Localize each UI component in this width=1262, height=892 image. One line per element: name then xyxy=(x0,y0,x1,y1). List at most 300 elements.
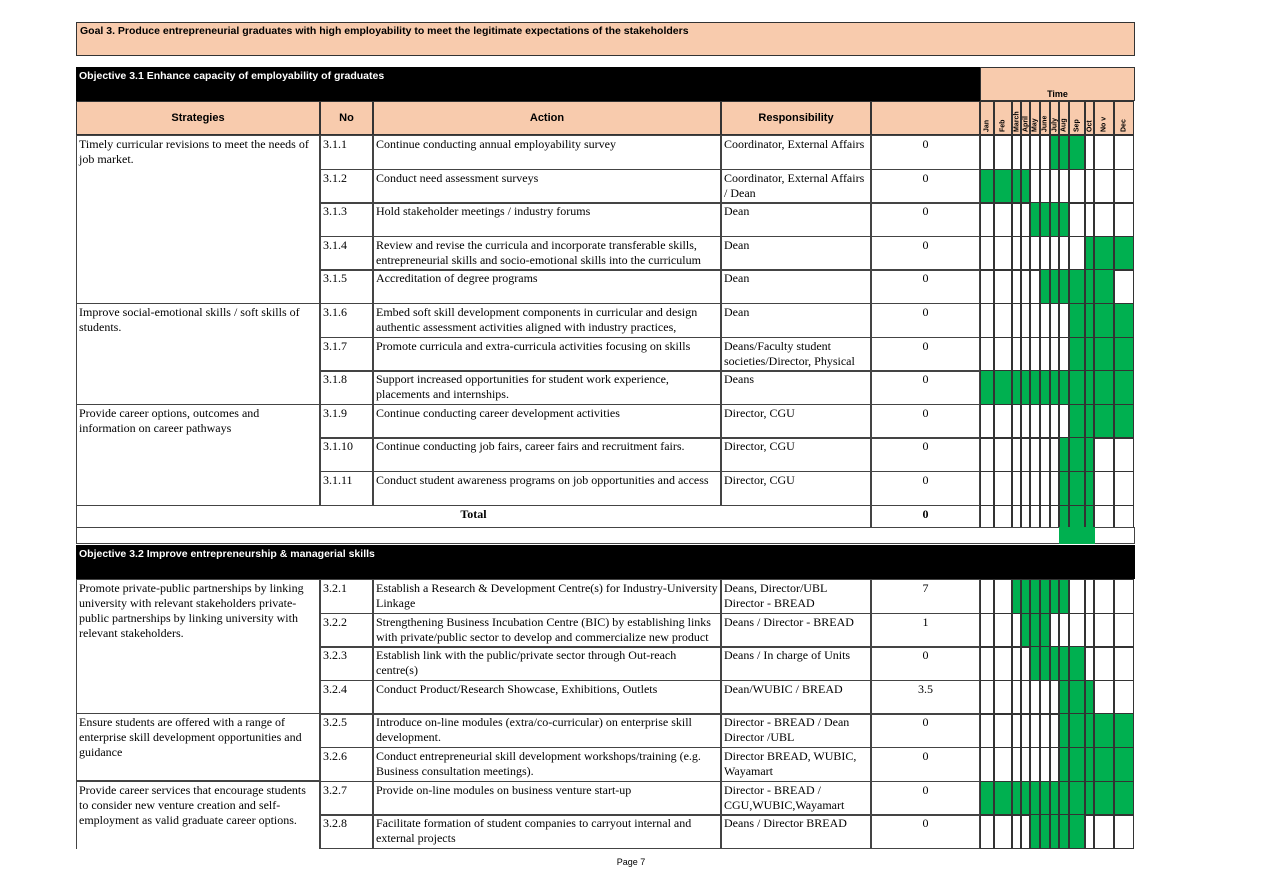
gantt-month-cell xyxy=(980,646,994,681)
gantt-month-cell xyxy=(1094,236,1114,271)
gantt-month-cell xyxy=(1094,269,1114,304)
gantt-month-cell xyxy=(1030,713,1040,748)
gantt-month-cell xyxy=(1021,135,1030,170)
gantt-month-cell xyxy=(1059,337,1069,372)
row-number: 3.1.6 xyxy=(320,303,373,338)
row-value: 0 xyxy=(871,713,980,748)
row-number: 3.2.6 xyxy=(320,747,373,782)
total-month-cell xyxy=(1040,505,1050,528)
gantt-month-cell xyxy=(1012,471,1021,506)
month-header xyxy=(1059,101,1069,135)
gantt-month-cell xyxy=(1040,781,1050,816)
gantt-month-cell xyxy=(1040,135,1050,170)
gantt-month-cell xyxy=(1085,337,1094,372)
row-value: 0 xyxy=(871,236,980,271)
objective-3-1-banner: Objective 3.1 Enhance capacity of employability of graduates xyxy=(76,67,980,101)
total-month-cell xyxy=(1059,505,1069,528)
gantt-month-cell xyxy=(1059,269,1069,304)
gantt-month-cell xyxy=(1114,269,1134,304)
gantt-month-cell xyxy=(1030,579,1040,614)
gantt-month-cell xyxy=(1050,713,1059,748)
total-month-cell xyxy=(1030,505,1040,528)
month-header xyxy=(1030,101,1040,135)
gantt-month-cell xyxy=(994,269,1012,304)
row-value: 0 xyxy=(871,437,980,472)
gantt-month-cell xyxy=(1085,781,1094,816)
gantt-month-cell xyxy=(1114,814,1134,849)
gantt-month-cell xyxy=(1030,202,1040,237)
gantt-month-cell xyxy=(1094,404,1114,439)
gantt-month-cell xyxy=(1050,579,1059,614)
row-value: 3.5 xyxy=(871,680,980,715)
gantt-month-cell xyxy=(1094,579,1114,614)
row-responsibility: Coordinator, External Affairs / Dean xyxy=(721,169,871,204)
gantt-month-cell xyxy=(1040,337,1050,372)
gantt-month-cell xyxy=(1012,202,1021,237)
gantt-month-cell xyxy=(1040,471,1050,506)
month-header xyxy=(1050,101,1059,135)
gantt-month-cell xyxy=(1012,437,1021,472)
gantt-month-cell xyxy=(1021,370,1030,405)
gantt-month-cell xyxy=(1021,613,1030,648)
month-label: Oct xyxy=(1086,120,1093,132)
gantt-month-cell xyxy=(1012,613,1021,648)
gantt-month-cell xyxy=(994,303,1012,338)
gantt-month-cell xyxy=(980,236,994,271)
gantt-month-cell xyxy=(1085,814,1094,849)
gantt-month-cell xyxy=(1050,370,1059,405)
row-action: Accreditation of degree programs xyxy=(373,269,721,304)
gantt-month-cell xyxy=(1040,236,1050,271)
gantt-month-cell xyxy=(1040,814,1050,849)
row-responsibility: Deans / Director - BREAD xyxy=(721,613,871,648)
gantt-month-cell xyxy=(980,404,994,439)
gantt-month-cell xyxy=(1085,680,1094,715)
gantt-month-cell xyxy=(1069,169,1085,204)
gantt-month-cell xyxy=(1069,781,1085,816)
gantt-month-cell xyxy=(980,579,994,614)
row-number: 3.2.1 xyxy=(320,579,373,614)
row-responsibility: Director - BREAD / CGU,WUBIC,Wayamart xyxy=(721,781,871,816)
gantt-month-cell xyxy=(1094,613,1114,648)
gantt-month-cell xyxy=(1059,646,1069,681)
month-label: Feb xyxy=(999,119,1007,132)
month-label: May xyxy=(1031,118,1039,132)
gantt-month-cell xyxy=(1021,680,1030,715)
gantt-month-cell xyxy=(1030,404,1040,439)
row-value: 0 xyxy=(871,814,980,849)
total-month-cell xyxy=(1021,505,1030,528)
gantt-month-cell xyxy=(1012,135,1021,170)
gantt-month-cell xyxy=(1114,781,1134,816)
gantt-month-cell xyxy=(1050,680,1059,715)
gantt-month-cell xyxy=(1021,814,1030,849)
total-month-cell xyxy=(1094,505,1114,528)
gantt-month-cell xyxy=(994,370,1012,405)
gantt-month-cell xyxy=(1050,202,1059,237)
gantt-month-cell xyxy=(1050,781,1059,816)
row-value: 0 xyxy=(871,169,980,204)
gantt-month-cell xyxy=(1085,236,1094,271)
gantt-month-cell xyxy=(1012,781,1021,816)
gantt-month-cell xyxy=(1050,337,1059,372)
row-value: 0 xyxy=(871,404,980,439)
gantt-month-cell xyxy=(1040,646,1050,681)
gantt-month-cell xyxy=(1114,747,1134,782)
row-action: Conduct entrepreneurial skill development workshops/training (e.g. Business consultation meetings). xyxy=(373,747,721,782)
row-value: 0 xyxy=(871,370,980,405)
gantt-month-cell xyxy=(1050,269,1059,304)
row-number: 3.1.9 xyxy=(320,404,373,439)
row-responsibility: Deans / Director BREAD xyxy=(721,814,871,849)
gantt-month-cell xyxy=(1094,646,1114,681)
strategy-cell: Promote private-public partnerships by linking university with relevant stakeholders private-public partnerships by linking university with relevant stakeholders. xyxy=(76,579,320,714)
gantt-month-cell xyxy=(1059,713,1069,748)
gantt-month-cell xyxy=(1085,646,1094,681)
gantt-month-cell xyxy=(1021,713,1030,748)
gantt-month-cell xyxy=(1050,236,1059,271)
gantt-month-cell xyxy=(1030,236,1040,271)
gantt-month-cell xyxy=(1050,135,1059,170)
gantt-month-cell xyxy=(1021,437,1030,472)
gantt-month-cell xyxy=(1030,613,1040,648)
gantt-month-cell xyxy=(994,747,1012,782)
gantt-month-cell xyxy=(1030,437,1040,472)
gantt-month-cell xyxy=(1050,169,1059,204)
gantt-month-cell xyxy=(1114,680,1134,715)
gantt-month-cell xyxy=(1059,135,1069,170)
gantt-month-cell xyxy=(1085,303,1094,338)
gantt-month-cell xyxy=(1040,303,1050,338)
gantt-month-cell xyxy=(1059,781,1069,816)
gantt-month-cell xyxy=(1021,579,1030,614)
gantt-month-cell xyxy=(1021,471,1030,506)
strategy-cell: Provide career options, outcomes and information on career pathways xyxy=(76,404,320,506)
gantt-month-cell xyxy=(1094,680,1114,715)
gantt-month-cell xyxy=(994,680,1012,715)
month-header xyxy=(1012,101,1021,135)
row-value: 7 xyxy=(871,579,980,614)
row-action: Support increased opportunities for student work experience, placements and internships. xyxy=(373,370,721,405)
gantt-month-cell xyxy=(980,613,994,648)
row-action: Strengthening Business Incubation Centre (BIC) by establishing links with private/public sector to develop and commercialize new product xyxy=(373,613,721,648)
gantt-month-cell xyxy=(1069,303,1085,338)
gantt-month-cell xyxy=(1012,169,1021,204)
row-value: 0 xyxy=(871,269,980,304)
gantt-month-cell xyxy=(1012,646,1021,681)
gantt-month-cell xyxy=(1021,169,1030,204)
gantt-month-cell xyxy=(1069,579,1085,614)
gantt-month-cell xyxy=(1094,437,1114,472)
gantt-month-cell xyxy=(1085,471,1094,506)
row-action: Conduct need assessment surveys xyxy=(373,169,721,204)
total-value: 0 xyxy=(871,505,980,528)
gantt-month-cell xyxy=(1069,613,1085,648)
objective-3-2-banner: Objective 3.2 Improve entrepreneurship & managerial skills xyxy=(76,545,1135,579)
row-number: 3.1.3 xyxy=(320,202,373,237)
gantt-month-cell xyxy=(994,337,1012,372)
gantt-month-cell xyxy=(1040,613,1050,648)
gantt-month-cell xyxy=(1030,646,1040,681)
gantt-month-cell xyxy=(1012,269,1021,304)
gantt-month-cell xyxy=(1094,747,1114,782)
row-value: 0 xyxy=(871,135,980,170)
row-number: 3.2.5 xyxy=(320,713,373,748)
gantt-month-cell xyxy=(1050,613,1059,648)
gantt-month-cell xyxy=(980,370,994,405)
gantt-month-cell xyxy=(1069,236,1085,271)
gantt-month-cell xyxy=(1085,404,1094,439)
row-responsibility: Deans/Faculty student societies/Director, Physical xyxy=(721,337,871,372)
gantt-month-cell xyxy=(1021,303,1030,338)
gantt-month-cell xyxy=(980,781,994,816)
blank-row-month-fill xyxy=(1085,527,1095,544)
row-action: Establish link with the public/private sector through Out-reach centre(s) xyxy=(373,646,721,681)
row-number: 3.2.8 xyxy=(320,814,373,849)
month-label: No v xyxy=(1100,116,1108,132)
gantt-month-cell xyxy=(1094,202,1114,237)
row-action: Review and revise the curricula and incorporate transferable skills, entrepreneurial skills and socio-emotional skills into the curriculum xyxy=(373,236,721,271)
month-label: March xyxy=(1013,111,1020,132)
month-header xyxy=(1114,101,1134,135)
gantt-month-cell xyxy=(994,781,1012,816)
gantt-month-cell xyxy=(1094,169,1114,204)
gantt-month-cell xyxy=(1069,437,1085,472)
gantt-month-cell xyxy=(1050,814,1059,849)
gantt-month-cell xyxy=(1012,303,1021,338)
total-month-cell xyxy=(1012,505,1021,528)
gantt-month-cell xyxy=(1094,303,1114,338)
gantt-month-cell xyxy=(1021,404,1030,439)
gantt-month-cell xyxy=(1114,713,1134,748)
gantt-month-cell xyxy=(994,236,1012,271)
gantt-month-cell xyxy=(1114,404,1134,439)
total-month-cell xyxy=(1114,505,1134,528)
row-number: 3.1.8 xyxy=(320,370,373,405)
gantt-month-cell xyxy=(1059,579,1069,614)
gantt-month-cell xyxy=(1012,404,1021,439)
gantt-month-cell xyxy=(1059,236,1069,271)
gantt-month-cell xyxy=(1094,337,1114,372)
gantt-month-cell xyxy=(1030,370,1040,405)
total-month-cell xyxy=(1050,505,1059,528)
gantt-month-cell xyxy=(994,814,1012,849)
month-header xyxy=(1021,101,1030,135)
gantt-month-cell xyxy=(980,337,994,372)
total-month-cell xyxy=(994,505,1012,528)
header-action: Action xyxy=(373,101,721,135)
strategy-cell: Provide career services that encourage students to consider new venture creation and self-employment as valid graduate career options. xyxy=(76,781,320,849)
gantt-month-cell xyxy=(1040,269,1050,304)
row-value: 0 xyxy=(871,646,980,681)
row-value: 0 xyxy=(871,202,980,237)
row-action: Embed soft skill development components in curricular and design authentic assessment activities aligned with industry practices, xyxy=(373,303,721,338)
gantt-month-cell xyxy=(1012,747,1021,782)
gantt-month-cell xyxy=(980,747,994,782)
gantt-month-cell xyxy=(1069,135,1085,170)
gantt-month-cell xyxy=(1040,370,1050,405)
gantt-month-cell xyxy=(1050,471,1059,506)
gantt-month-cell xyxy=(1040,680,1050,715)
month-header xyxy=(994,101,1012,135)
gantt-month-cell xyxy=(980,814,994,849)
gantt-month-cell xyxy=(1030,135,1040,170)
row-responsibility: Deans / In charge of Units xyxy=(721,646,871,681)
row-action: Continue conducting career development activities xyxy=(373,404,721,439)
gantt-month-cell xyxy=(1085,370,1094,405)
month-label: April xyxy=(1022,116,1029,132)
gantt-month-cell xyxy=(1021,202,1030,237)
row-number: 3.1.10 xyxy=(320,437,373,472)
gantt-month-cell xyxy=(1114,370,1134,405)
gantt-month-cell xyxy=(994,713,1012,748)
gantt-month-cell xyxy=(1030,169,1040,204)
total-month-cell xyxy=(1069,505,1085,528)
gantt-month-cell xyxy=(1059,613,1069,648)
row-action: Promote curricula and extra-curricula activities focusing on skills xyxy=(373,337,721,372)
header-responsibility: Responsibility xyxy=(721,101,871,135)
row-number: 3.1.7 xyxy=(320,337,373,372)
gantt-month-cell xyxy=(1040,169,1050,204)
gantt-month-cell xyxy=(1114,169,1134,204)
gantt-month-cell xyxy=(1114,646,1134,681)
gantt-month-cell xyxy=(1069,646,1085,681)
gantt-month-cell xyxy=(1059,404,1069,439)
gantt-month-cell xyxy=(980,713,994,748)
gantt-month-cell xyxy=(1085,269,1094,304)
row-action: Provide on-line modules on business venture start-up xyxy=(373,781,721,816)
gantt-month-cell xyxy=(1040,202,1050,237)
gantt-month-cell xyxy=(1114,135,1134,170)
row-number: 3.1.4 xyxy=(320,236,373,271)
gantt-month-cell xyxy=(1012,680,1021,715)
row-number: 3.1.5 xyxy=(320,269,373,304)
total-month-cell xyxy=(980,505,994,528)
row-number: 3.2.2 xyxy=(320,613,373,648)
month-label: Aug xyxy=(1060,118,1068,132)
time-label: Time xyxy=(1047,89,1068,99)
gantt-month-cell xyxy=(1085,713,1094,748)
gantt-month-cell xyxy=(1012,579,1021,614)
strategy-cell: Timely curricular revisions to meet the needs of job market. xyxy=(76,135,320,304)
row-number: 3.1.1 xyxy=(320,135,373,170)
blank-row xyxy=(76,527,1135,544)
month-header xyxy=(980,101,994,135)
row-value: 0 xyxy=(871,471,980,506)
month-header xyxy=(1069,101,1085,135)
row-action: Introduce on-line modules (extra/co-curricular) on enterprise skill development. xyxy=(373,713,721,748)
gantt-month-cell xyxy=(1094,713,1114,748)
gantt-month-cell xyxy=(1059,370,1069,405)
gantt-month-cell xyxy=(1012,814,1021,849)
row-responsibility: Director, CGU xyxy=(721,471,871,506)
gantt-month-cell xyxy=(1050,747,1059,782)
row-action: Continue conducting annual employability survey xyxy=(373,135,721,170)
header-value xyxy=(871,101,980,135)
row-value: 0 xyxy=(871,747,980,782)
row-responsibility: Dean xyxy=(721,303,871,338)
gantt-month-cell xyxy=(980,471,994,506)
gantt-month-cell xyxy=(1059,437,1069,472)
gantt-month-cell xyxy=(1059,303,1069,338)
gantt-month-cell xyxy=(1085,613,1094,648)
gantt-month-cell xyxy=(1069,747,1085,782)
header-strategies: Strategies xyxy=(76,101,320,135)
gantt-month-cell xyxy=(1040,747,1050,782)
gantt-month-cell xyxy=(1114,579,1134,614)
month-label: July xyxy=(1051,117,1058,132)
gantt-month-cell xyxy=(1094,781,1114,816)
row-responsibility: Director BREAD, WUBIC, Wayamart xyxy=(721,747,871,782)
gantt-month-cell xyxy=(994,471,1012,506)
gantt-month-cell xyxy=(1069,202,1085,237)
gantt-month-cell xyxy=(1085,135,1094,170)
month-label: Sep xyxy=(1073,119,1081,132)
gantt-month-cell xyxy=(994,169,1012,204)
gantt-month-cell xyxy=(1030,303,1040,338)
row-responsibility: Deans, Director/UBL Director - BREAD xyxy=(721,579,871,614)
row-responsibility: Deans xyxy=(721,370,871,405)
gantt-month-cell xyxy=(1050,437,1059,472)
page-number: Page 7 xyxy=(616,857,646,867)
gantt-month-cell xyxy=(1114,471,1134,506)
gantt-month-cell xyxy=(994,646,1012,681)
gantt-month-cell xyxy=(1114,613,1134,648)
gantt-month-cell xyxy=(980,303,994,338)
header-no: No xyxy=(320,101,373,135)
gantt-month-cell xyxy=(1012,337,1021,372)
gantt-month-cell xyxy=(1021,781,1030,816)
time-header xyxy=(980,67,1135,101)
row-responsibility: Coordinator, External Affairs xyxy=(721,135,871,170)
gantt-month-cell xyxy=(1114,202,1134,237)
gantt-month-cell xyxy=(1021,747,1030,782)
month-label: June xyxy=(1041,115,1049,132)
gantt-month-cell xyxy=(1012,236,1021,271)
row-responsibility: Dean xyxy=(721,236,871,271)
goal-banner: Goal 3. Produce entrepreneurial graduates with high employability to meet the legitimate expectations of the stakeholders xyxy=(76,22,1135,56)
gantt-month-cell xyxy=(1059,680,1069,715)
gantt-month-cell xyxy=(1094,471,1114,506)
row-responsibility: Director, CGU xyxy=(721,404,871,439)
row-number: 3.2.4 xyxy=(320,680,373,715)
row-action: Hold stakeholder meetings / industry forums xyxy=(373,202,721,237)
row-responsibility: Dean xyxy=(721,269,871,304)
gantt-month-cell xyxy=(994,202,1012,237)
gantt-month-cell xyxy=(1069,680,1085,715)
row-number: 3.1.2 xyxy=(320,169,373,204)
gantt-month-cell xyxy=(994,404,1012,439)
gantt-month-cell xyxy=(1021,236,1030,271)
row-responsibility: Dean/WUBIC / BREAD xyxy=(721,680,871,715)
gantt-month-cell xyxy=(1040,437,1050,472)
strategy-cell: Ensure students are offered with a range of enterprise skill development opportunities and guidance xyxy=(76,713,320,781)
gantt-month-cell xyxy=(1069,471,1085,506)
gantt-month-cell xyxy=(1021,337,1030,372)
strategy-cell: Improve social-emotional skills / soft skills of students. xyxy=(76,303,320,405)
month-header xyxy=(1094,101,1114,135)
month-label: Jan xyxy=(983,119,991,132)
gantt-month-cell xyxy=(1030,814,1040,849)
gantt-month-cell xyxy=(1030,747,1040,782)
gantt-month-cell xyxy=(1094,814,1114,849)
row-number: 3.2.3 xyxy=(320,646,373,681)
gantt-month-cell xyxy=(980,269,994,304)
total-month-cell xyxy=(1085,505,1094,528)
gantt-month-cell xyxy=(1021,269,1030,304)
gantt-month-cell xyxy=(1069,404,1085,439)
gantt-month-cell xyxy=(994,135,1012,170)
